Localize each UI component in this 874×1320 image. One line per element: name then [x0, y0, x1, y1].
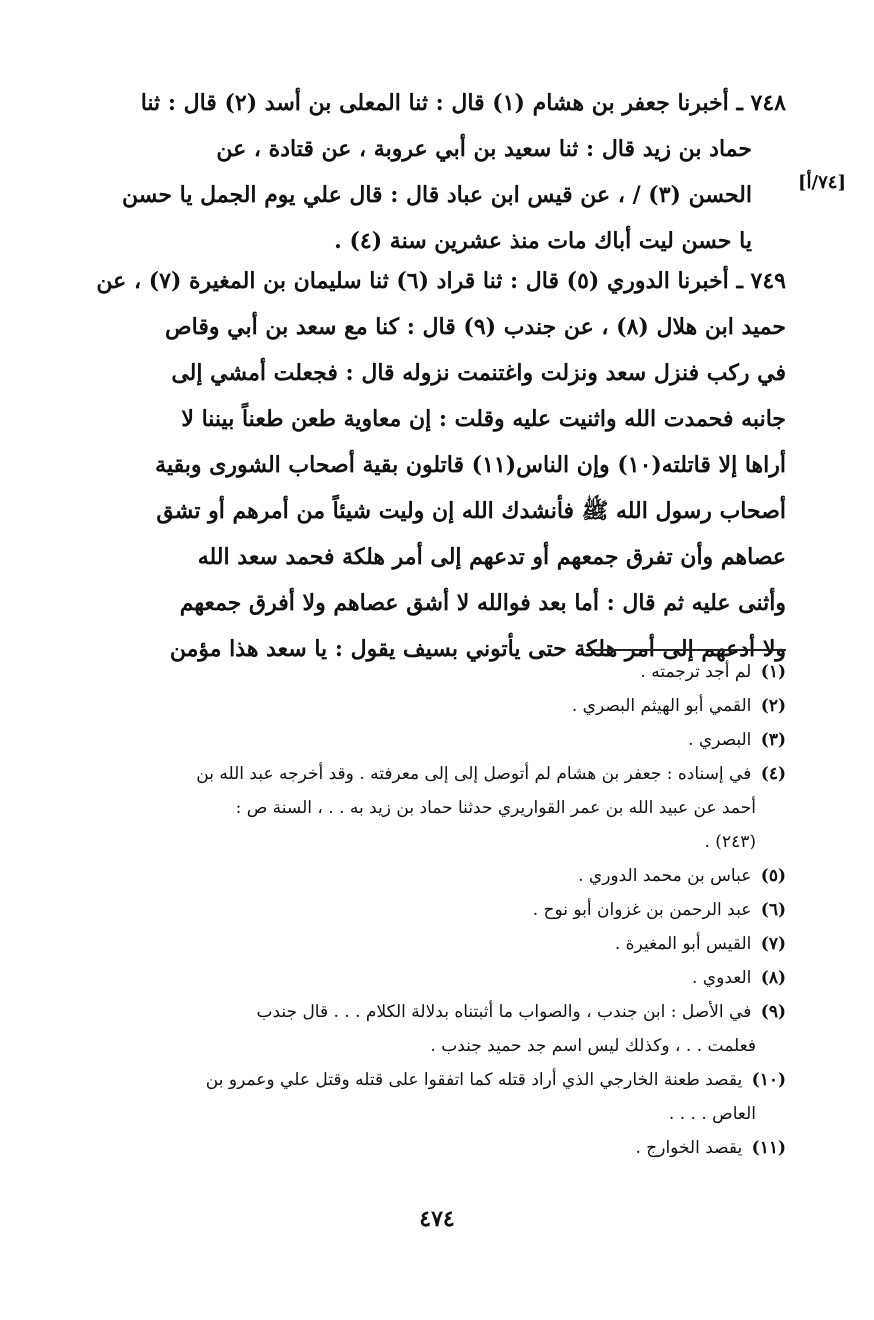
text-line: الحسن (٣) / ، عن قيس ابن عباد قال : قال علي يوم الجمل يا حسن	[122, 182, 752, 208]
footnote-number: (٢)	[760, 696, 786, 716]
footnote-number: (٣)	[760, 730, 786, 750]
footnote-text: يقصد الخوارج .	[635, 1138, 743, 1158]
footnote-text: العاص . . . .	[668, 1104, 756, 1124]
text-line: عصاهم وأن تفرق جمعهم أو تدعهم إلى أمر هلكة فحمد سعد الله	[197, 544, 786, 570]
footnote-text: (٢٤٣) .	[704, 832, 756, 852]
text-line: يا حسن ليت أباك مات منذ عشرين سنة (٤) .	[334, 228, 752, 254]
footnote-text: في الأصل : ابن جندب ، والصواب ما أثبتناه بدلالة الكلام . . . قال جندب	[256, 1002, 752, 1022]
hadith-748	[122, 80, 786, 264]
text-line: أراها إلا قاتلته(١٠) وإن الناس(١١) قاتلون بقية أصحاب الشورى وبقية	[155, 452, 786, 478]
footnote-6	[96, 893, 786, 927]
footnote-text: عباس بن محمد الدوري .	[578, 866, 752, 886]
footnote-text: يقصد طعنة الخارجي الذي أراد قتله كما اتفقوا على قتله وقتل علي وعمرو بن	[205, 1070, 743, 1090]
footnote-number: (١١)	[751, 1138, 786, 1158]
text-line: ٧٤٩ ـ أخبرنا الدوري (٥) قال : ثنا قراد (٦) ثنا سليمان بن المغيرة (٧) ، عن	[96, 268, 786, 294]
footnote-2	[96, 689, 786, 723]
footnote-text: فعلمت . . ، وكذلك ليس اسم جد حميد جندب .	[430, 1036, 756, 1056]
footnote-text: القمي أبو الهيثم البصري .	[571, 696, 752, 716]
footnote-number: (٨)	[760, 968, 786, 988]
page-number: ٤٧٤	[419, 1206, 455, 1232]
text-line: حماد بن زيد قال : ثنا سعيد بن أبي عروبة ، عن قتادة ، عن	[216, 136, 752, 162]
footnote-3	[96, 723, 786, 757]
footnote-number: (٧)	[760, 934, 786, 954]
text-line: وأثنى عليه ثم قال : أما بعد فوالله لا أشق عصاهم ولا أفرق جمعهم	[179, 590, 786, 616]
footnote-text: القيس أبو المغيرة .	[614, 934, 752, 954]
text-line: أصحاب رسول الله ﷺ فأنشدك الله إن وليت شيئاً من أمرهم أو تشق	[156, 498, 786, 524]
footnote-text: في إسناده : جعفر بن هشام لم أتوصل إلى إلى معرفته . وقد أخرجه عبد الله بن	[196, 764, 752, 784]
footnote-4	[96, 757, 786, 859]
footnote-7	[96, 927, 786, 961]
text-line: ٧٤٨ ـ أخبرنا جعفر بن هشام (١) قال : ثنا المعلى بن أسد (٢) قال : ثنا	[140, 90, 786, 116]
text-line: حميد ابن هلال (٨) ، عن جندب (٩) قال : كنا مع سعد بن أبي وقاص	[165, 314, 786, 340]
footnote-1	[96, 655, 786, 689]
footnote-text: العدوي .	[692, 968, 752, 988]
text-line: في ركب فنزل سعد ونزلت واغتنمت نزوله قال : فجعلت أمشي إلى	[171, 360, 786, 386]
footnote-10	[96, 1063, 786, 1131]
footnote-number: (٥)	[760, 866, 786, 886]
footnotes	[96, 655, 786, 1165]
footnote-number: (١)	[760, 662, 786, 682]
footnote-11	[96, 1131, 786, 1165]
manuscript-folio-ref: [٧٤/أ]	[798, 172, 846, 193]
footnote-number: (٦)	[760, 900, 786, 920]
text-line: جانبه فحمدت الله واثنيت عليه وقلت : إن معاوية طعن طعناً بيننا لا	[181, 406, 786, 432]
footnote-text: البصري .	[688, 730, 752, 750]
footnote-divider	[586, 649, 786, 651]
hadith-749	[96, 258, 786, 672]
footnote-number: (٩)	[760, 1002, 786, 1022]
footnote-5	[96, 859, 786, 893]
footnote-number: (١٠)	[751, 1070, 786, 1090]
footnote-8	[96, 961, 786, 995]
footnote-text: عبد الرحمن بن غزوان أبو نوح .	[532, 900, 752, 920]
text-line: ولا أدعهم إلى أمر هلكة حتى يأتوني بسيف يقول : يا سعد هذا مؤمن	[169, 636, 786, 662]
footnote-number: (٤)	[760, 764, 786, 784]
footnote-text: لم أجد ترجمته .	[640, 662, 752, 682]
footnote-9	[96, 995, 786, 1063]
footnote-text: أحمد عن عبيد الله بن عمر القواريري حدثنا حماد بن زيد به . . ، السنة ص :	[235, 798, 756, 818]
